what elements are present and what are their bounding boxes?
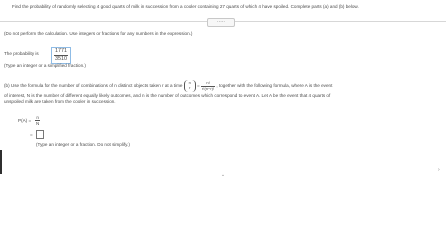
part-a-answer[interactable]	[51, 47, 71, 64]
part-b-line1-after: , together with the following formula, where A is the event	[216, 83, 333, 89]
pa-fraction	[35, 115, 40, 127]
collapse-icon[interactable]: ⌄	[220, 172, 226, 178]
part-b-line1-before: (b) Use the formula for the number of combinations of n distinct objects taken r at a time	[4, 83, 183, 89]
part-a-hint: (Type an integer or a simplified fraction.)	[4, 63, 86, 68]
equals-sign-2: =	[30, 132, 33, 137]
part-a-denominator: 3510	[55, 56, 67, 62]
answer-input[interactable]	[36, 130, 44, 139]
part-b-line2: of interest, N is the number of different equally likely outcomes, and n is the number of outcomes which correspond to event A. Let A be the event that 4 quarts of	[4, 93, 331, 98]
part-b-hint: (Type an integer or a fraction. Do not simplify.)	[36, 142, 130, 147]
part-b-line3: unspoiled milk are taken from the cooler in succession.	[4, 99, 116, 104]
pa-denominator: N	[36, 121, 40, 127]
part-b-line1	[4, 80, 332, 92]
part-a-numerator: 1771	[55, 48, 67, 54]
pa-label: P(A) =	[18, 118, 32, 123]
expand-dots-button[interactable]: ·····	[207, 18, 235, 27]
part-a-label: The probability is	[4, 51, 39, 56]
equals-sign: =	[197, 83, 200, 89]
paren-top: n	[188, 80, 191, 85]
question-text: Find the probability of randomly selecting 4 good quarts of milk in succession from a cooler containing 27 quarts of which 4 have spoiled. Complete parts (a) and (b) below.	[12, 4, 359, 9]
instruction-no-calc: (Do not perform the calculation. Use integers or fractions for any numbers in the expression.)	[4, 31, 193, 36]
paren-bottom: r	[189, 85, 191, 90]
formula-denominator: r!(n−r)!	[202, 85, 215, 91]
next-arrow-icon[interactable]: ›	[438, 167, 440, 173]
scroll-indicator	[0, 150, 2, 174]
formula-numerator: n!	[201, 81, 215, 87]
pa-numerator: n	[36, 115, 39, 120]
combination-paren	[184, 80, 196, 92]
